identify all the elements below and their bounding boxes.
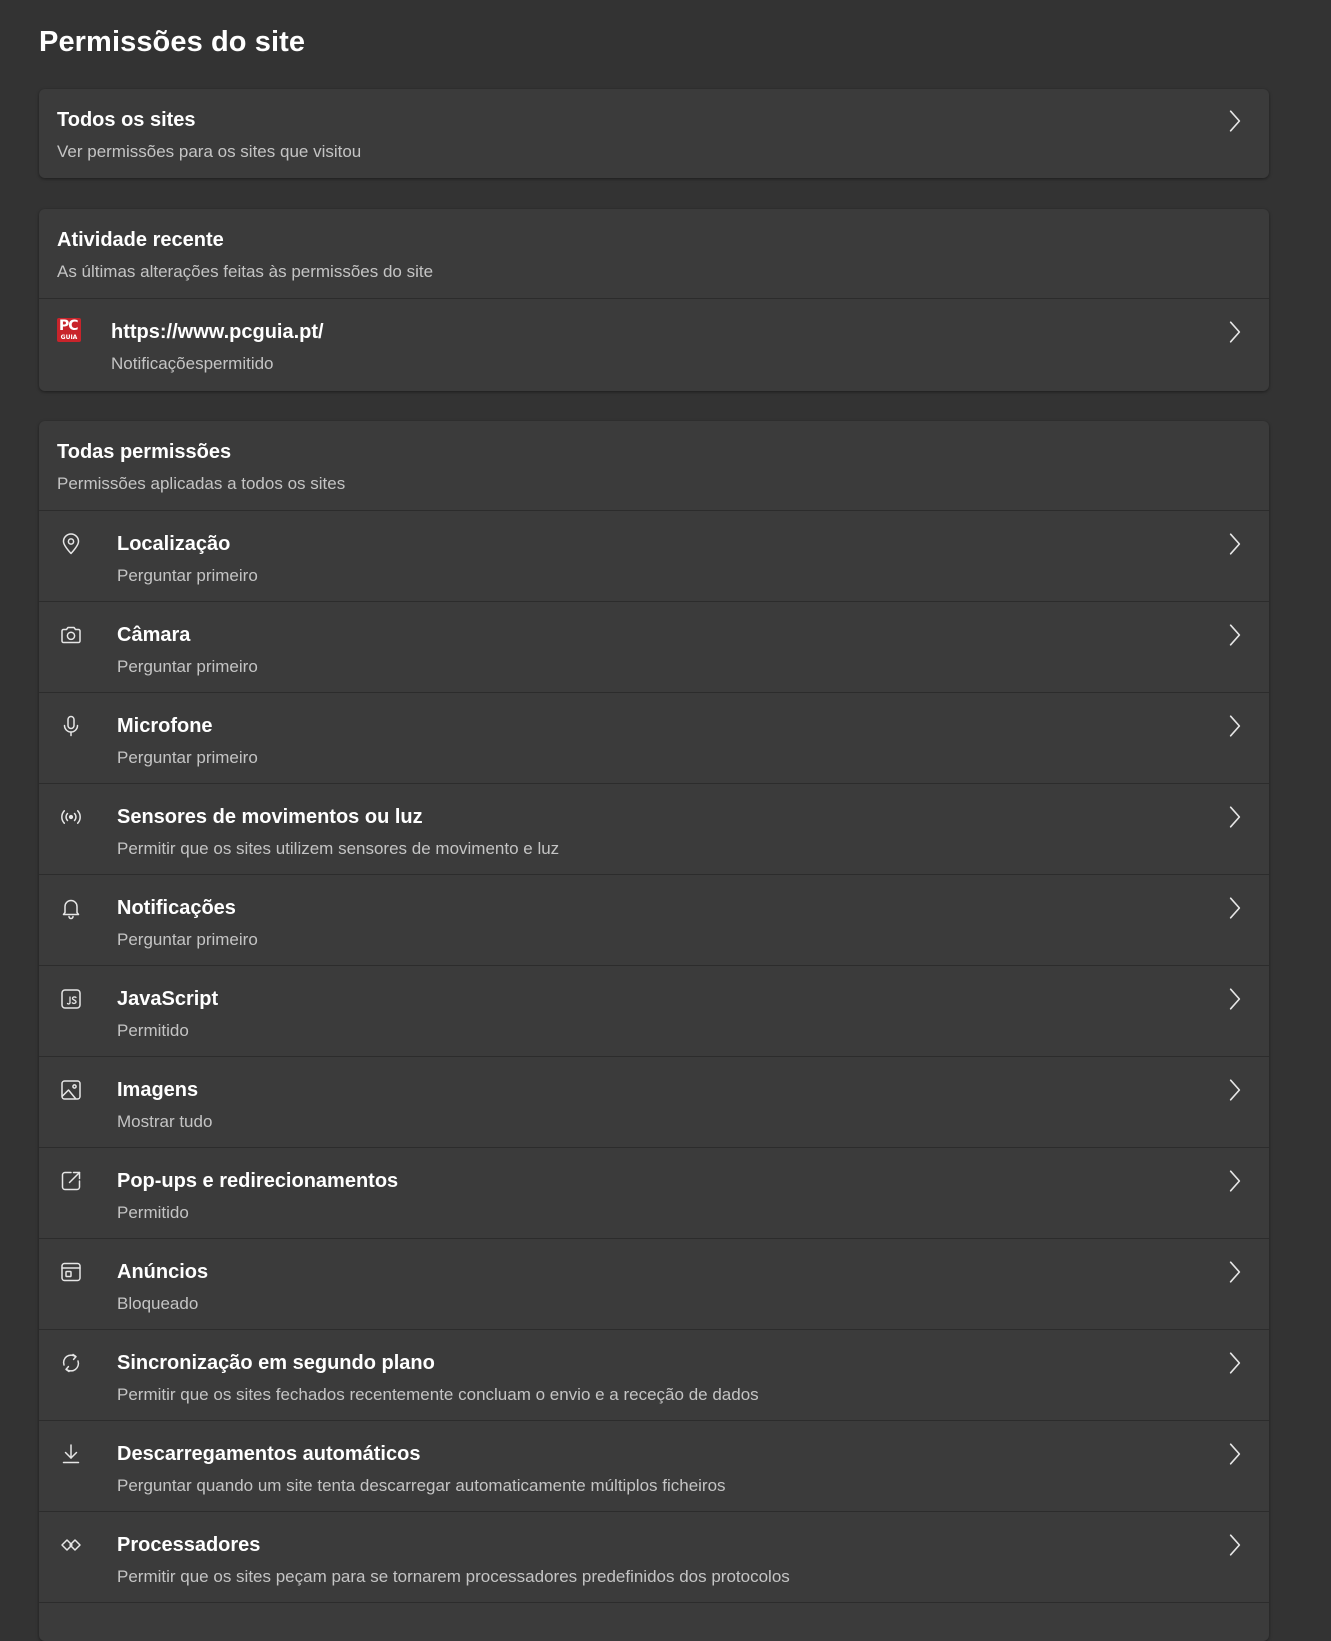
permission-value: Perguntar primeiro [117,930,258,949]
permission-value: Permitir que os sites utilizem sensores de movimento e luz [117,839,560,858]
permission-value: Permitir que os sites fechados recentemente concluam o envio e a receção de dados [117,1385,759,1404]
permission-value: Perguntar quando um site tenta descarregar automaticamente múltiplos ficheiros [117,1476,726,1495]
permission-value: Perguntar primeiro [117,657,258,676]
permission-title: JavaScript [117,988,219,1010]
all-sites-title: Todos os sites [57,109,196,131]
ads-icon [59,1260,83,1284]
javascript-icon [59,987,83,1011]
chevron-right-icon[interactable] [1223,805,1247,829]
permission-row-handlers[interactable] [39,1511,1269,1602]
permission-row-auto-downloads[interactable] [39,1420,1269,1511]
permission-title: Imagens [117,1079,199,1101]
permission-row-partial [39,1602,1269,1641]
all-sites-header[interactable] [39,89,1269,178]
recent-activity-item[interactable] [39,298,1269,391]
microphone-icon [59,714,83,738]
all-permissions-header [39,421,1269,510]
camera-icon [59,623,83,647]
permission-row-notifications[interactable] [39,874,1269,965]
sensors-icon [59,805,83,829]
permission-row-sensors[interactable] [39,783,1269,874]
chevron-right-icon[interactable] [1223,532,1247,556]
recent-activity-title: Atividade recente [57,229,224,251]
all-permissions-subtitle: Permissões aplicadas a todos os sites [57,474,346,493]
page-title: Permissões do site [39,26,306,58]
permission-value: Permitir que os sites peçam para se tornarem processadores predefinidos dos protocolos [117,1567,790,1586]
download-icon [59,1442,83,1466]
chevron-right-icon[interactable] [1223,1078,1247,1102]
chevron-right-icon[interactable] [1223,1351,1247,1375]
image-icon [59,1078,83,1102]
handlers-icon [59,1533,83,1557]
logo-subtext: GUIA [60,334,78,341]
pcguia-logo [57,318,81,342]
chevron-right-icon[interactable] [1223,109,1247,133]
chevron-right-icon[interactable] [1223,1260,1247,1284]
chevron-right-icon[interactable] [1223,1533,1247,1557]
permission-title: Notificações [117,897,236,919]
recent-activity-card [39,209,1269,391]
permission-value: Bloqueado [117,1294,199,1313]
logo-text: PC [59,318,78,334]
recent-site-detail: Notificaçõespermitido [111,354,274,373]
all-permissions-card [39,421,1269,1641]
permission-title: Anúncios [117,1261,209,1283]
permission-value: Perguntar primeiro [117,748,258,767]
permission-row-javascript[interactable] [39,965,1269,1056]
sync-icon [59,1351,83,1375]
chevron-right-icon[interactable] [1223,1442,1247,1466]
permission-row-camera[interactable] [39,601,1269,692]
chevron-right-icon[interactable] [1223,896,1247,920]
recent-site-url: https://www.pcguia.pt/ [111,321,324,343]
permission-row-ads[interactable] [39,1238,1269,1329]
permission-row-popups[interactable] [39,1147,1269,1238]
chevron-right-icon[interactable] [1223,714,1247,738]
permission-title: Sincronização em segundo plano [117,1352,435,1374]
recent-activity-subtitle: As últimas alterações feitas às permissões do site [57,262,434,281]
permission-title: Descarregamentos automáticos [117,1443,421,1465]
popup-redirect-icon [59,1169,83,1193]
permission-row-images[interactable] [39,1056,1269,1147]
permission-row-microphone[interactable] [39,692,1269,783]
permission-value: Mostrar tudo [117,1112,213,1131]
permission-value: Perguntar primeiro [117,566,258,585]
all-sites-card[interactable] [39,89,1269,178]
permission-value: Permitido [117,1203,189,1222]
all-permissions-title: Todas permissões [57,441,232,463]
permission-title: Processadores [117,1534,261,1556]
all-sites-subtitle: Ver permissões para os sites que visitou [57,142,362,161]
chevron-right-icon[interactable] [1223,320,1247,344]
permission-title: Sensores de movimentos ou luz [117,806,423,828]
location-pin-icon [59,532,83,556]
chevron-right-icon[interactable] [1223,623,1247,647]
permission-value: Permitido [117,1021,189,1040]
permission-title: Microfone [117,715,213,737]
chevron-right-icon[interactable] [1223,1169,1247,1193]
chevron-right-icon[interactable] [1223,987,1247,1011]
permission-row-background-sync[interactable] [39,1329,1269,1420]
bell-icon [59,896,83,920]
permission-title: Localização [117,533,231,555]
permission-row-location[interactable] [39,510,1269,601]
permission-title: Câmara [117,624,191,646]
recent-activity-header [39,209,1269,298]
permission-title: Pop-ups e redirecionamentos [117,1170,399,1192]
